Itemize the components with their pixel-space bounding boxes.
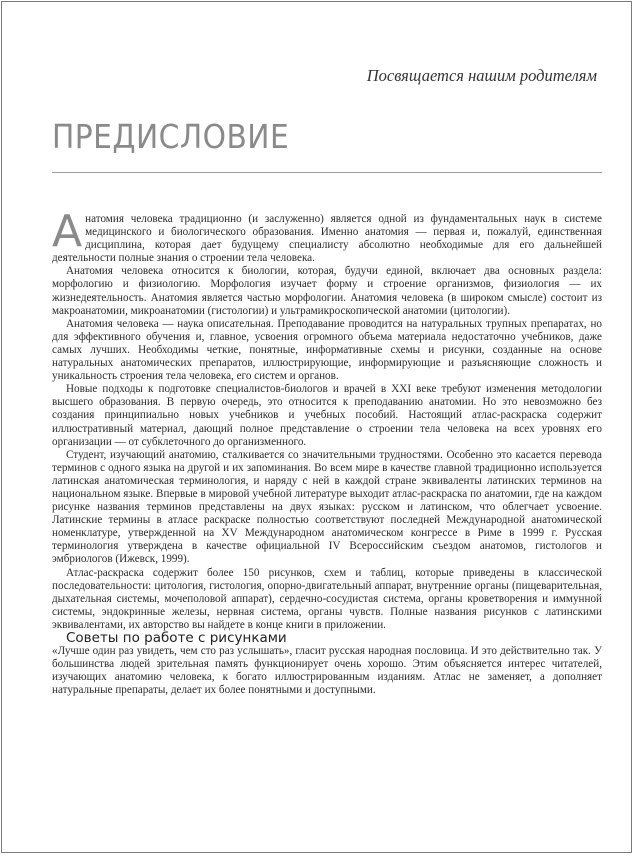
intro-text: натомия человека традиционно (и заслуженно) является одной из фундаментальных наук в системе медицинского и биологического образования. Именно анатомия — первая и, пожалуй, единственная дисциплина, которая дает будущему специалисту абсолютно необходимые для его дальнейшей деятельности полные знания о строении тела человека. [52,213,602,265]
paragraph: Анатомия человека относится к биологии, которая, будучи единой, включает два основных раздела: морфологию и физиологию. Морфология изучает форму и строение организмов, физиология — их жизнедеятельность. Анатомия является частью морфологии. Анатомия человека (в широком смысле) состоит из макроанатомии, микроанатомии (гистологии) и ультрамикроскопической анатомии (цитологии). [52,265,602,317]
paragraph: Студент, изучающий анатомию, сталкивается со значительными трудностями. Особенно это касается перевода терминов с одного языка на другой и их запоминания. Во всем мире в качестве главной традиционно используется латинская анатомическая терминология, и наряду с ней в каждой стране эквиваленты латинских терминов на национальном языке. Впервые в мировой учебной литературе выходит атлас-раскраска по анатомии, где на каждом рисунке названия терминов представлены на двух языках: русском и латинском, что облегчает усвоение. Латинские термины в атласе раскраске полностью соответствуют последней Международной анатомической номенклатуре, утвержденной на XV Международном анатомическом конгрессе в Риме в 1999 г. Русская терминология утверждена в качестве официальной IV Всероссийским съездом анатомов, гистологов и эмбриологов (Ижевск, 1999). [52,448,602,566]
tips-paragraph: «Лучше один раз увидеть, чем сто раз услышать», гласит русская народная пословица. И это действительно так. У большинства людей зрительная память функционирует очень хорошо. Этим объясняется интерес читателей, изучающих анатомию человека, к богато иллюстрированным изданиям. Атлас не заменяет, а дополняет натуральные препараты, делает их более понятными и доступными. [52,645,602,697]
intro-paragraph [52,206,602,265]
paragraph: Анатомия человека — наука описательная. Преподавание проводится на натуральных трупных препаратах, но для эффективного обучения и, главное, усвоения огромного объема материала недостаточно учебников, даже самых лучших. Необходимы четкие, понятные, информативные схемы и рисунки, созданные на основе натуральных анатомических препаратов, иллюстрирующие, информирующие и разъясняющие сложность и уникальность строения тела человека, его систем и органов. [52,317,602,383]
drop-cap: А [52,206,83,257]
dedication: Посвящается нашим родителям [366,66,597,85]
page-title: ПРЕДИСЛОВИЕ [52,117,290,156]
page [1,1,632,853]
paragraph: Атлас-раскраска содержит более 150 рисунков, схем и таблиц, которые приведены в классической последовательности: цитология, гистология, опорно-двигательный аппарат, внутренние органы (пищеварительная, дыхательная системы, мочеполовой аппарат), сердечно-сосудистая система, органы кроветворения и иммунной системы, эндокринные железы, нервная система, органы чувств. Полные названия рисунков с латинскими эквивалентами, их авторство вы найдете в конце книги в приложении. [52,566,602,631]
title-divider [52,172,602,173]
paragraph: Новые подходы к подготовке специалистов-биологов и врачей в XXI веке требуют изменения методологии высшего образования. В первую очередь, это относится к преподаванию анатомии. Но это невозможно без создания принципиально новых учебников и учебных пособий. Настоящий атлас-раскраска содержит иллюстративный материал, дающий полное представление о строении тела человека на всех уровнях его организации — от субклеточного до организменного. [52,383,602,448]
body-text [52,206,602,697]
section-subheading: Советы по работе с рисунками [66,630,287,646]
